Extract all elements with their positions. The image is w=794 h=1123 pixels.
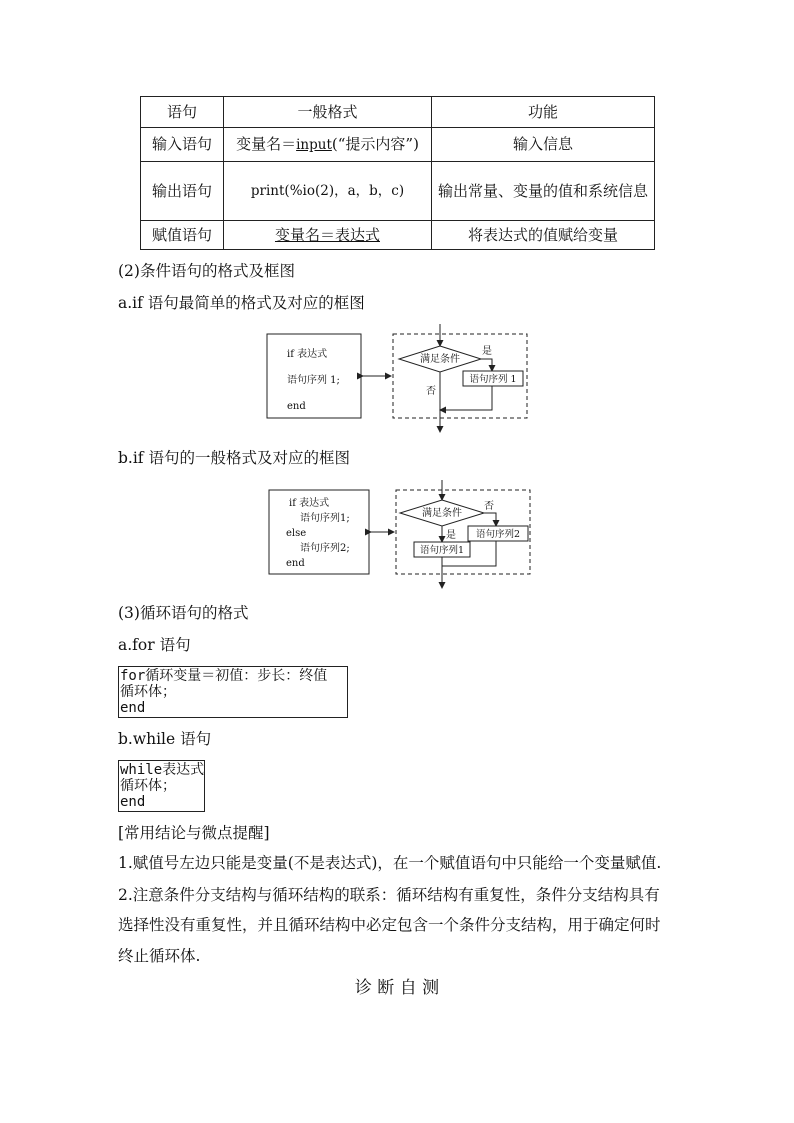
code-line: 循环体； — [120, 778, 176, 794]
code-line: end — [286, 558, 305, 569]
code-line: end — [120, 700, 146, 716]
flow-arrow — [440, 386, 492, 410]
table-header: 功能 — [432, 97, 655, 128]
decision-label: 满足条件 — [420, 354, 460, 365]
no-label: 否 — [484, 501, 494, 512]
code-line: 循环体； — [120, 684, 176, 700]
table-cell: 赋值语句 — [141, 221, 224, 250]
code-line: end — [120, 794, 146, 810]
input-keyword: input — [296, 137, 332, 154]
code-line: 语句序列1; — [300, 513, 350, 524]
code-line: while表达式 — [120, 762, 205, 778]
table-header: 一般格式 — [224, 97, 432, 128]
subsection-title: a.if 语句最简单的格式及对应的框图 — [118, 294, 365, 312]
table-cell: 输入语句 — [141, 128, 224, 162]
decision-label: 满足条件 — [422, 508, 462, 519]
table-row — [141, 221, 655, 250]
table-header-row — [141, 97, 655, 128]
subsection-title: b.if 语句的一般格式及对应的框图 — [118, 449, 350, 467]
note-item: 终止循环体. — [118, 947, 201, 965]
code-line: 语句序列 1; — [287, 375, 340, 386]
table-row — [141, 162, 655, 221]
code-line: end — [287, 401, 306, 412]
subsection-title: a.for 语句 — [118, 636, 191, 654]
code-line: for循环变量＝初值：步长：终值 — [120, 668, 328, 684]
note-item: 2.注意条件分支结构与循环结构的联系：循环结构有重复性，条件分支结构具有 — [118, 886, 660, 904]
table-header: 语句 — [141, 97, 224, 128]
flow-arrow — [484, 513, 496, 526]
table-cell: 将表达式的值赋给变量 — [432, 221, 655, 250]
table-cell: 输入信息 — [432, 128, 655, 162]
flowchart-simple-if — [260, 322, 540, 434]
code-line: 语句序列2; — [300, 543, 350, 554]
process-label: 语句序列2 — [475, 529, 521, 540]
yes-label: 是 — [446, 530, 456, 541]
code-line: if 表达式 — [289, 498, 330, 509]
notes-title: [常用结论与微点提醒] — [118, 824, 270, 842]
flowchart-if-else — [262, 478, 534, 590]
code-line: if 表达式 — [287, 349, 328, 360]
process-label: 语句序列1 — [419, 545, 465, 556]
table-row — [141, 128, 655, 162]
while-code-box — [118, 760, 205, 812]
table-cell: 输出常量、变量的值和系统信息 — [432, 162, 655, 221]
section-title: (2)条件语句的格式及框图 — [118, 262, 295, 280]
format-prefix: 变量名＝ — [236, 135, 297, 154]
for-code-box — [118, 666, 348, 718]
format-suffix: (“提示内容”) — [331, 135, 419, 154]
table-cell — [224, 128, 432, 162]
process-label: 语句序列 1 — [469, 374, 517, 385]
section-heading: 诊 断 自 测 — [354, 978, 440, 998]
subsection-title: b.while 语句 — [118, 730, 212, 748]
section-title: (3)循环语句的格式 — [118, 604, 249, 622]
table-cell: 输出语句 — [141, 162, 224, 221]
table-cell: 变量名＝表达式 — [224, 221, 432, 250]
table-cell: print(%io(2)，a，b，c) — [224, 162, 432, 221]
statement-table — [140, 96, 655, 250]
note-item: 1.赋值号左边只能是变量(不是表达式)，在一个赋值语句中只能给一个变量赋值. — [118, 854, 662, 872]
no-label: 否 — [426, 386, 436, 397]
flow-arrow — [481, 359, 492, 371]
yes-label: 是 — [482, 346, 492, 357]
note-item: 选择性没有重复性，并且循环结构中必定包含一个条件分支结构，用于确定何时 — [118, 916, 661, 934]
code-line: else — [286, 528, 307, 539]
